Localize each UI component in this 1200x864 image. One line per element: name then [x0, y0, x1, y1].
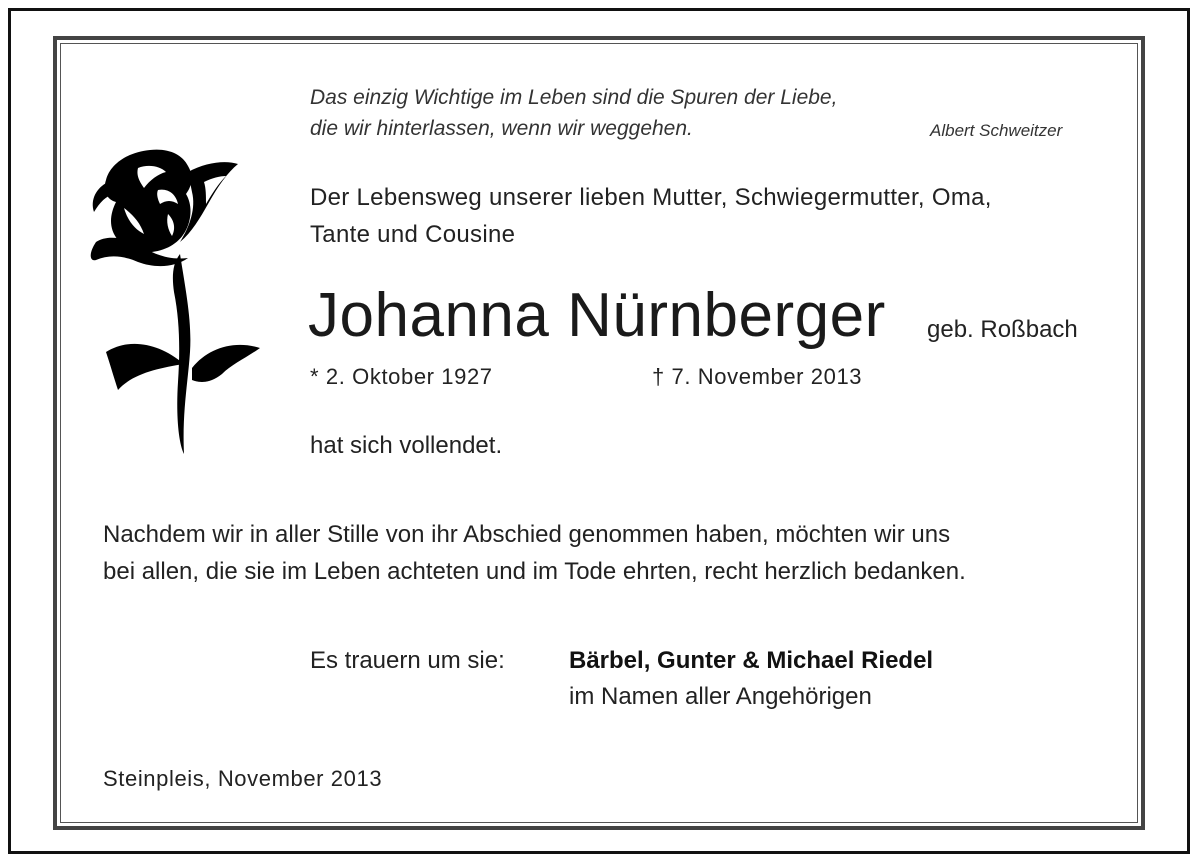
- maiden-name: geb. Roßbach: [927, 316, 1078, 343]
- thanks-line-2: bei allen, die sie im Leben achteten und im Tode ehrten, recht herzlich bedanken.: [103, 558, 966, 585]
- mourners-label: Es trauern um sie:: [310, 647, 505, 674]
- birth-date: * 2. Oktober 1927: [310, 364, 493, 389]
- place-date: Steinpleis, November 2013: [103, 766, 383, 791]
- rose-icon: [88, 142, 263, 462]
- death-date: † 7. November 2013: [652, 364, 863, 389]
- intro-line-1: Der Lebensweg unserer lieben Mutter, Schwiegermutter, Oma,: [310, 184, 992, 211]
- intro-line-2: Tante und Cousine: [310, 221, 516, 248]
- completed-text: hat sich vollendet.: [310, 432, 503, 459]
- quote-author: Albert Schweitzer: [930, 121, 1063, 140]
- thanks-line-1: Nachdem wir in aller Stille von ihr Abschied genommen haben, möchten wir uns: [103, 521, 951, 548]
- quote-line-2: die wir hinterlassen, wenn wir weggehen.: [310, 117, 693, 140]
- quote-line-1: Das einzig Wichtige im Leben sind die Spuren der Liebe,: [310, 86, 838, 109]
- mourners-names: Bärbel, Gunter & Michael Riedel: [569, 647, 934, 674]
- mourners-relatives: im Namen aller Angehörigen: [569, 683, 872, 710]
- deceased-name: Johanna Nürnberger: [308, 281, 886, 350]
